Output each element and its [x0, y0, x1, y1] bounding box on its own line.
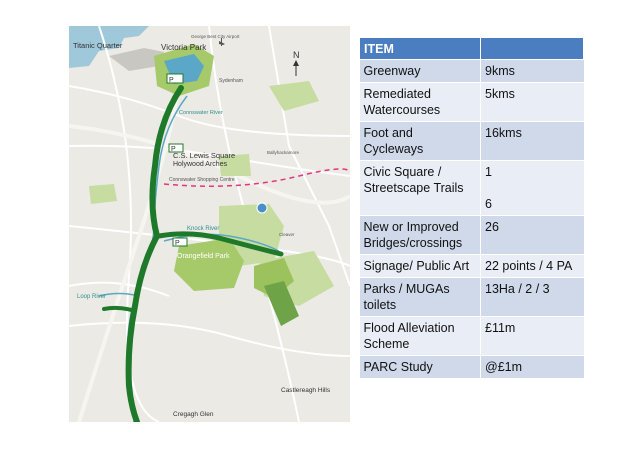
row-value: [481, 161, 584, 216]
row-value: [481, 255, 584, 278]
row-value-text: 5kms: [485, 87, 515, 101]
greenway-map-graphic: [69, 26, 350, 422]
value-spacer: [485, 180, 580, 196]
parking-marker-label-2: P: [171, 146, 176, 153]
parking-marker-label-1: P: [169, 77, 174, 84]
row-value: [481, 317, 584, 356]
row-value: [481, 83, 584, 122]
row-item: Flood Alleviation Scheme: [360, 317, 481, 356]
row-value: [481, 278, 584, 317]
row-value: [481, 60, 584, 83]
north-label: N: [293, 50, 300, 60]
row-item: Civic Square / Streetscape Trails: [360, 161, 481, 216]
label-victoria-park: Victoria Park: [161, 43, 207, 52]
label-cleaver: Cleaver: [279, 232, 295, 237]
station-marker: [257, 203, 267, 213]
label-loop-river: Loop River: [77, 294, 107, 300]
row-item: Remediated Watercourses: [360, 83, 481, 122]
row-value-text: 6: [485, 197, 492, 211]
row-value-text: 1: [485, 165, 492, 179]
row-item: Parks / MUGAs toilets: [360, 278, 481, 317]
row-value-text: 26: [485, 220, 499, 234]
label-connswater-river: Connswater River: [179, 110, 223, 116]
label-orangefield-park: Orangefield Park: [177, 253, 230, 260]
row-item: Signage/ Public Art: [360, 255, 481, 278]
row-value-text: @£1m: [485, 360, 523, 374]
label-ballyhackamore: Ballyhackamore: [267, 150, 300, 155]
row-value-text: 9kms: [485, 64, 515, 78]
label-cs-lewis-square: C.S. Lewis Square: [173, 151, 236, 160]
row-value-text: 13Ha / 2 / 3: [485, 282, 550, 296]
table-row: [360, 122, 584, 161]
row-value: [481, 122, 584, 161]
label-cregagh-glen: Cregagh Glen: [173, 411, 214, 418]
label-sydenham: Sydenham: [219, 78, 243, 84]
row-item: New or Improved Bridges/crossings: [360, 216, 481, 255]
infrastructure-table: [359, 37, 584, 379]
table-row: [360, 278, 584, 317]
table-header-row: [360, 38, 584, 60]
row-value-text: £11m: [485, 321, 516, 335]
table-row: [360, 255, 584, 278]
greenway-map: [69, 26, 350, 422]
header-value: [481, 38, 584, 60]
row-item: Greenway: [360, 60, 481, 83]
label-titanic-quarter: Titanic Quarter: [73, 41, 123, 50]
row-item: Foot and Cycleways: [360, 122, 481, 161]
table-row: [360, 83, 584, 122]
header-item: ITEM: [360, 38, 481, 60]
label-airport: George Best City Airport: [191, 34, 240, 39]
label-holywood-arches: Holywood Arches: [173, 161, 228, 168]
parking-marker-label-3: P: [175, 240, 180, 247]
table-row: [360, 356, 584, 379]
table-row: [360, 317, 584, 356]
row-item: PARC Study: [360, 356, 481, 379]
row-value: [481, 216, 584, 255]
label-connswater-centre: Connswater Shopping Centre: [169, 177, 235, 183]
label-castlereagh-hills: Castlereagh Hills: [281, 387, 331, 394]
row-value: [481, 356, 584, 379]
row-value-text: 16kms: [485, 126, 522, 140]
table-row: [360, 60, 584, 83]
table-row: [360, 161, 584, 216]
table-row: [360, 216, 584, 255]
label-knock-river: Knock River: [187, 226, 220, 232]
row-value-text: 22 points / 4 PA: [485, 259, 573, 273]
